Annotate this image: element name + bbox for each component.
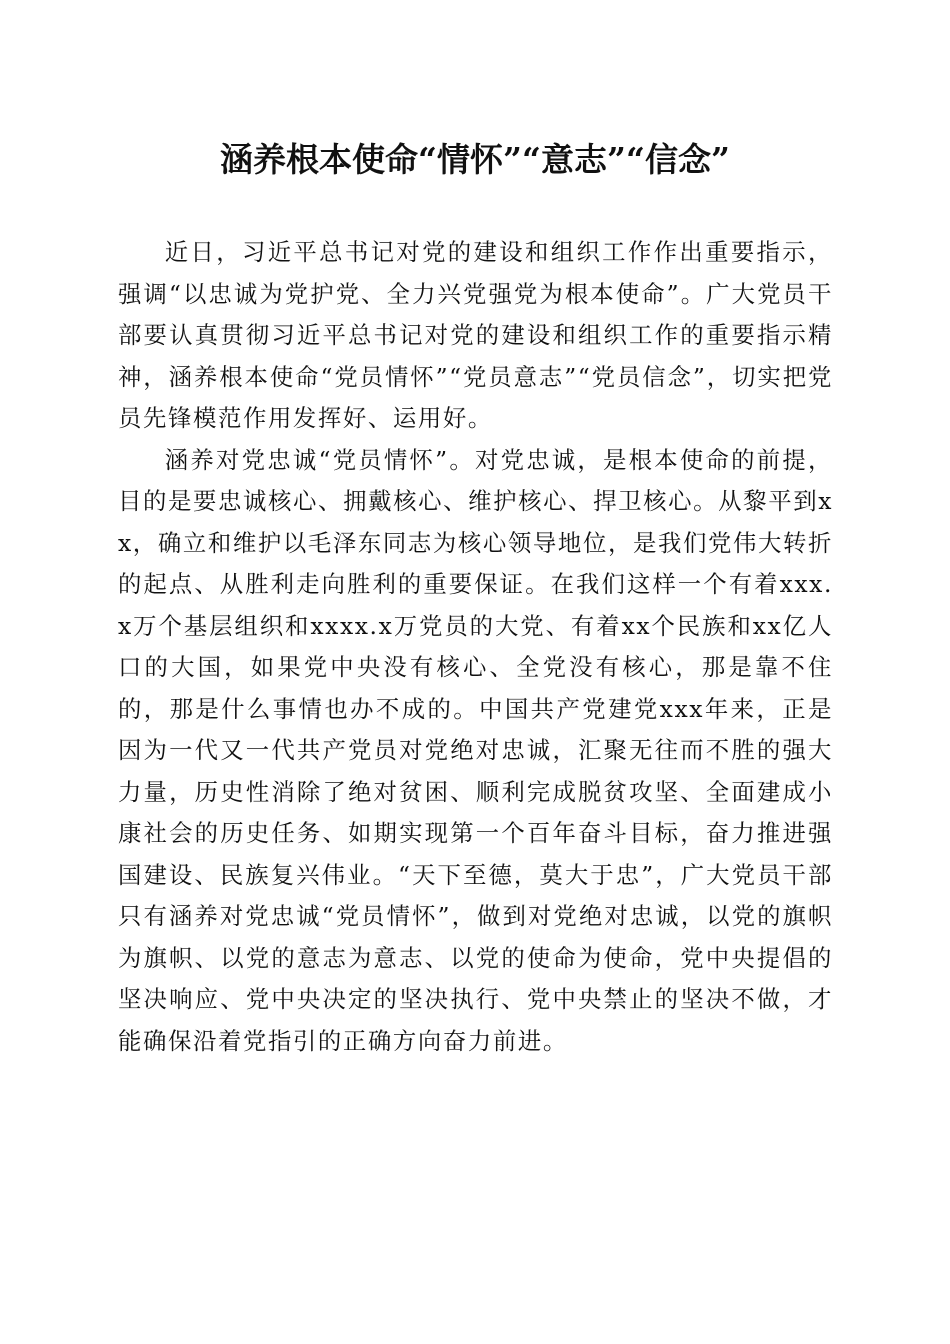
document-title: 涵养根本使命“情怀”“意志”“信念” (220, 140, 730, 179)
document-body (118, 232, 833, 1062)
paragraph-intro: 近日，习近平总书记对党的建设和组织工作作出重要指示，强调“以忠诚为党护党、全力兴党强党为根本使命”。广大党员干部要认真贯彻习近平总书记对党的建设和组织工作的重要指示精神，涵养根本使命“党员情怀”“党员意志”“党员信念”，切实把党员先锋模范作用发挥好、运用好。 (118, 238, 833, 432)
paragraph-loyalty: 涵养对党忠诚“党员情怀”。对党忠诚，是根本使命的前提，目的是要忠诚核心、拥戴核心、维护核心、捍卫核心。从黎平到xx，确立和维护以毛泽东同志为核心领导地位，是我们党伟大转折的起点、从胜利走向胜利的重要保证。在我们这样一个有着xxx.x万个基层组织和xxxx.x万党员的大党、有着xx个民族和xx亿人口的大国，如果党中央没有核心、全党没有核心，那是靠不住的，那是什么事情也办不成的。中国共产党建党xxx年来，正是因为一代又一代共产党员对党绝对忠诚，汇聚无往而不胜的强大力量，历史性消除了绝对贫困、顺利完成脱贫攻坚、全面建成小康社会的历史任务、如期实现第一个百年奋斗目标，奋力推进强国建设、民族复兴伟业。“天下至德，莫大于忠”，广大党员干部只有涵养对党忠诚“党员情怀”，做到对党绝对忠诚，以党的旗帜为旗帜、以党的意志为意志、以党的使命为使命，党中央提倡的坚决响应、党中央决定的坚决执行、党中央禁止的坚决不做，才能确保沿着党指引的正确方向奋力前进。 (118, 445, 833, 1055)
